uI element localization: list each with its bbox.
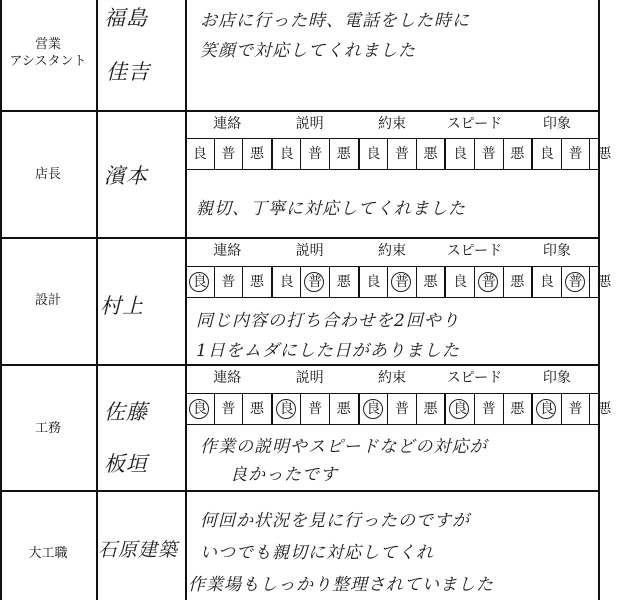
rating-option: 普: [474, 139, 503, 169]
rating-option: 悪: [416, 267, 445, 297]
comment-line: お店に行った時、電話をした時に: [200, 11, 470, 31]
comment-line: 同じ内容の打ち合わせを2回やり: [196, 311, 460, 331]
rating-option: 悪: [589, 139, 618, 169]
role-label: 店長: [34, 167, 61, 182]
rating-option: 良: [531, 394, 561, 424]
column-divider-name: [185, 0, 187, 600]
rating-option: 普: [561, 394, 590, 424]
rating-category: 連絡: [213, 243, 242, 259]
rating-option: 普: [214, 267, 243, 297]
rating-category: 印象: [542, 370, 571, 386]
rating-category: 連絡: [213, 370, 242, 386]
rating-option: 普: [474, 394, 503, 424]
role-line: 営業: [34, 37, 61, 52]
rating-option: 良: [271, 139, 301, 169]
frame-right: [598, 0, 600, 600]
rating-option: 普: [300, 139, 329, 169]
circle-mark-icon: [363, 399, 383, 419]
rating-category: 説明: [295, 116, 324, 132]
rating-option: 良: [358, 139, 388, 169]
rating-option: 普: [300, 267, 329, 297]
rating-category: 印象: [542, 243, 571, 259]
staff-name: 濱本: [104, 164, 148, 188]
role-line: アシスタント: [9, 54, 87, 69]
rating-option: 普: [561, 267, 590, 297]
rating-option: 良: [444, 394, 474, 424]
rating-row: [186, 394, 618, 424]
circle-mark-icon: [449, 399, 469, 419]
rating-category: 連絡: [213, 116, 242, 132]
rating-category: 約束: [378, 116, 407, 132]
rating-option: 悪: [242, 267, 271, 297]
rating-category: スピード: [446, 243, 503, 259]
circle-mark-icon: [391, 272, 411, 292]
column-divider-role: [96, 0, 98, 600]
staff-name: 板垣: [104, 452, 148, 476]
rating-option: 悪: [329, 267, 358, 297]
rating-option: 普: [387, 139, 416, 169]
rating-option: 悪: [329, 139, 358, 169]
rating-option: 良: [444, 267, 474, 297]
rating-category: 約束: [378, 370, 407, 386]
rating-option: 悪: [329, 394, 358, 424]
circle-mark-icon: [189, 399, 209, 419]
circle-mark-icon: [536, 399, 556, 419]
rating-option: 良: [358, 394, 388, 424]
rating-category: 約束: [378, 243, 407, 259]
circle-mark-icon: [189, 272, 209, 292]
rating-grid-line: [185, 424, 599, 425]
rating-option: 悪: [503, 267, 532, 297]
comment-line: 良かったです: [230, 465, 338, 485]
circle-mark-icon: [304, 272, 324, 292]
rating-header: [186, 365, 598, 392]
rating-option: 普: [214, 139, 243, 169]
rating-header: [186, 111, 598, 138]
rating-option: 悪: [242, 394, 271, 424]
role-label: [0, 36, 96, 70]
rating-option: 悪: [589, 394, 618, 424]
rating-category: スピード: [446, 116, 503, 132]
comment-line: 作業場もしっかり整理されていました: [188, 575, 494, 595]
rating-option: 普: [387, 394, 416, 424]
rating-grid-line: [185, 297, 599, 298]
rating-header: [186, 238, 598, 265]
rating-option: 悪: [589, 267, 618, 297]
rating-option: 普: [474, 267, 503, 297]
rating-option: 良: [358, 267, 388, 297]
rating-grid-line: [185, 169, 599, 170]
role-label: 工務: [34, 421, 61, 436]
rating-row: [186, 267, 618, 297]
comment-line: 作業の説明やスピードなどの対応が: [200, 437, 488, 457]
staff-name: 石原建築: [98, 539, 179, 561]
circle-mark-icon: [276, 399, 296, 419]
staff-name: 佐藤: [104, 400, 148, 424]
comment-line: 親切、丁寧に対応してくれました: [196, 199, 466, 219]
role-label: 設計: [34, 293, 61, 308]
rating-option: 良: [192, 146, 207, 162]
rating-option: 普: [561, 139, 590, 169]
role-label: 大工職: [28, 546, 68, 561]
staff-name: 福島: [104, 6, 148, 30]
comment-line: 何回か状況を見に行ったのですが: [200, 511, 470, 531]
rating-option: 普: [214, 394, 243, 424]
staff-name: 佳吉: [106, 60, 150, 84]
rating-category: 印象: [542, 116, 571, 132]
rating-option: 悪: [416, 139, 445, 169]
rating-option: 良: [186, 394, 214, 424]
comment-line: いつでも親切に対応してくれ: [200, 543, 434, 563]
rating-category: スピード: [446, 370, 503, 386]
rating-option: 悪: [503, 394, 532, 424]
rating-option: 悪: [416, 394, 445, 424]
rating-option: 良: [531, 139, 561, 169]
rating-category: 説明: [295, 370, 324, 386]
circle-mark-icon: [478, 272, 498, 292]
comment-line: 笑顔で対応してくれました: [200, 41, 416, 61]
circle-mark-icon: [565, 272, 585, 292]
rating-option: 悪: [242, 139, 271, 169]
rating-option: 良: [271, 267, 301, 297]
rating-option: 良: [531, 267, 561, 297]
rating-option: 良: [444, 139, 474, 169]
rating-option: 普: [300, 394, 329, 424]
rating-row: [186, 139, 618, 169]
staff-name: 村上: [100, 294, 144, 318]
comment-line: 1日をムダにした日がありました: [196, 341, 460, 361]
rating-option: 普: [387, 267, 416, 297]
section-divider: [0, 490, 600, 492]
rating-category: 説明: [295, 243, 324, 259]
rating-option: 良: [271, 394, 301, 424]
rating-option: 良: [186, 267, 214, 297]
rating-option: 悪: [503, 139, 532, 169]
